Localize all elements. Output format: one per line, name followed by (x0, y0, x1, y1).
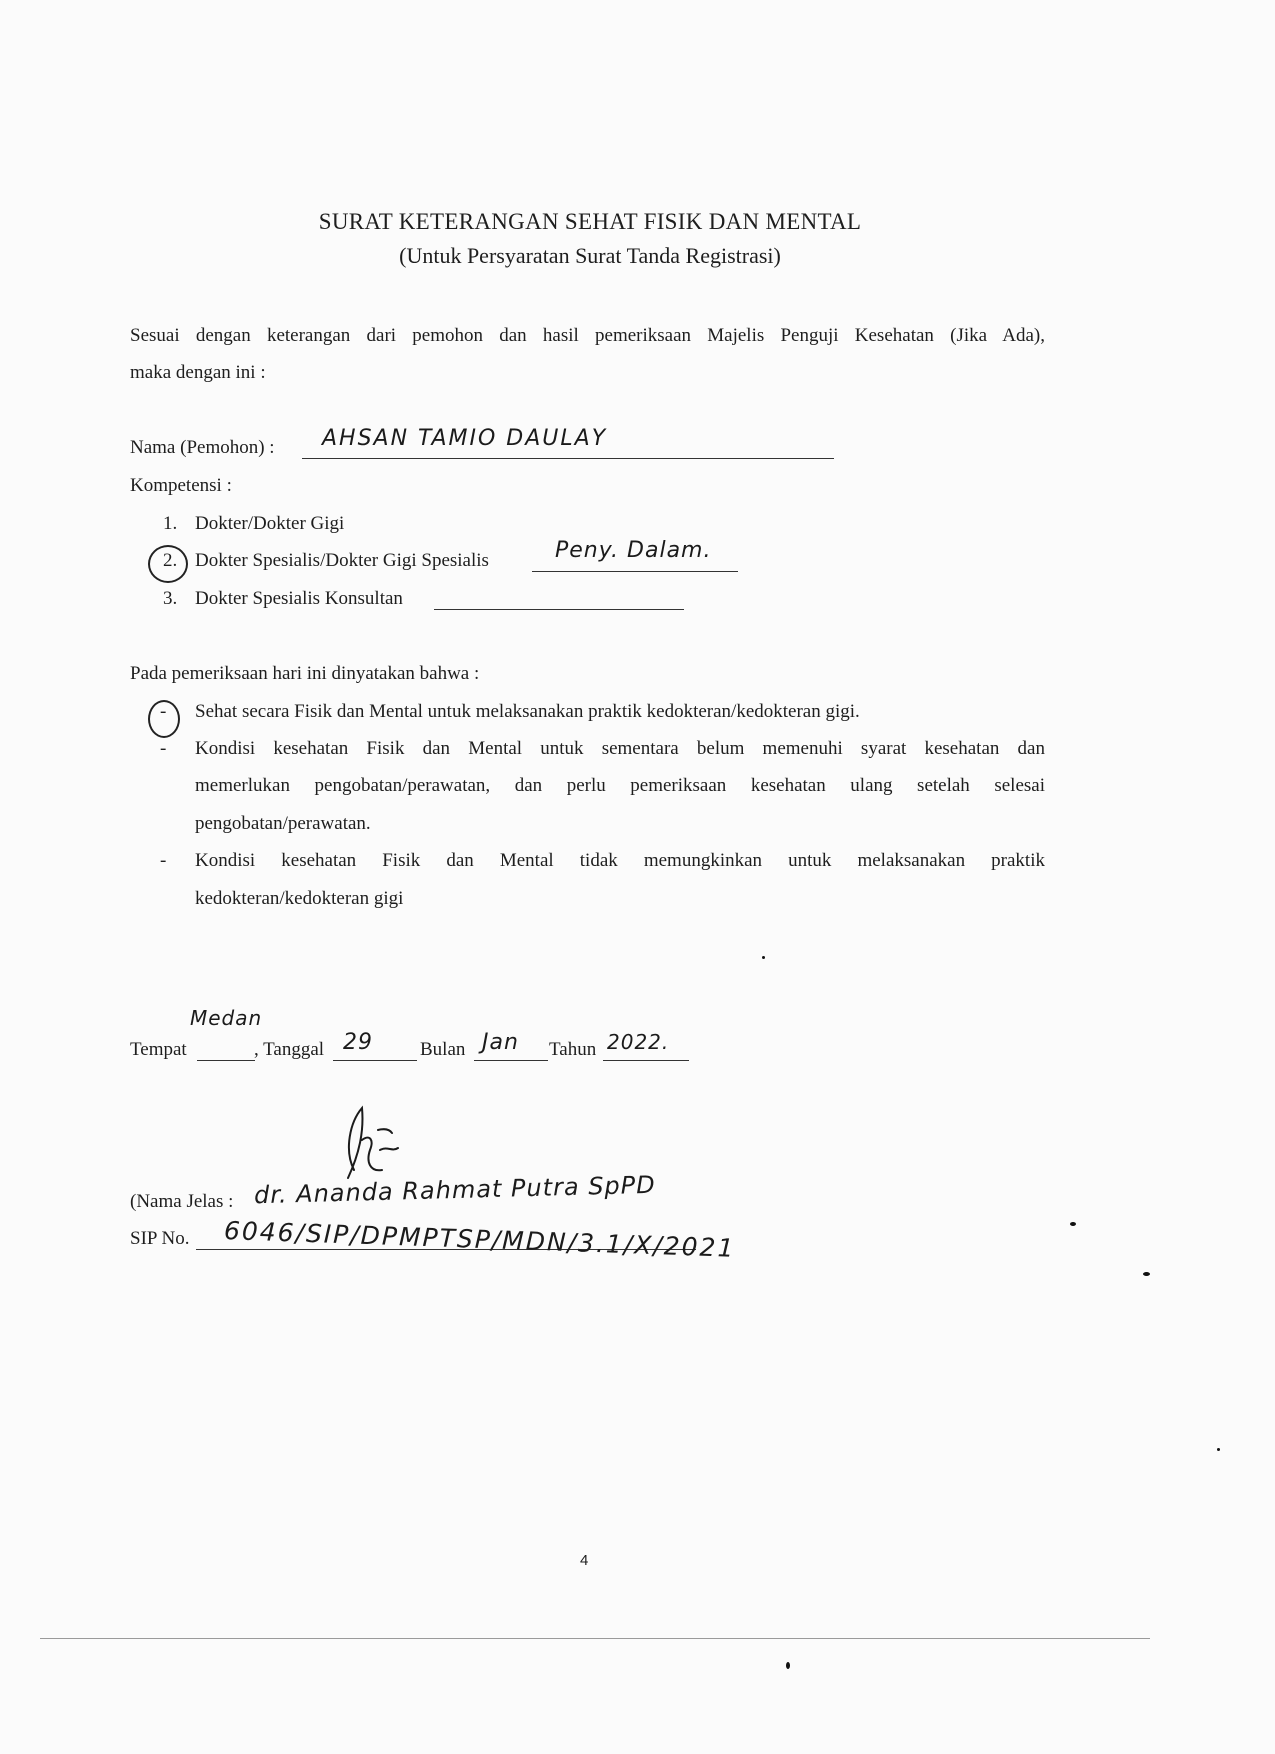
scan-speck (1070, 1222, 1076, 1226)
place-handwritten: Medan (190, 1006, 263, 1030)
competence-label: Kompetensi : (130, 475, 232, 496)
applicant-name-label: Nama (Pemohon) : (130, 437, 275, 458)
place-line (197, 1040, 255, 1061)
option-1-label: Dokter/Dokter Gigi (195, 513, 345, 534)
option-2-number: 2. (163, 550, 178, 571)
scan-speck (786, 1662, 790, 1669)
year-label: Tahun (549, 1039, 597, 1060)
item-3-line-2: kedokteran/kedokteran gigi (195, 888, 404, 909)
item-1-text: Sehat secara Fisik dan Mental untuk melaksanakan praktik kedokteran/kedokteran gigi. (195, 701, 860, 722)
intro-line-1: Sesuai dengan keterangan dari pemohon dan hasil pemeriksaan Majelis Penguji Kesehatan (Jika Ada), (130, 325, 1045, 346)
item-1-bullet: - (160, 701, 167, 722)
footer-rule (40, 1638, 1150, 1639)
option-3-label: Dokter Spesialis Konsultan (195, 588, 403, 609)
page-number: 4 (580, 1552, 589, 1569)
option-3-number: 3. (163, 588, 178, 609)
option-2-label: Dokter Spesialis/Dokter Gigi Spesialis (195, 550, 489, 571)
document-title: SURAT KETERANGAN SEHAT FISIK DAN MENTAL (318, 209, 862, 234)
item-2-line-3: pengobatan/perawatan. (195, 813, 371, 834)
item-2-line-2: memerlukan pengobatan/perawatan, dan perlu pemeriksaan kesehatan ulang setelah selesai (195, 775, 1045, 796)
option-2-selected-circle (148, 545, 188, 583)
place-label: Tempat (130, 1039, 187, 1060)
applicant-name-handwritten: AHSAN TAMIO DAULAY (322, 426, 608, 451)
option-3-line (434, 589, 684, 610)
signer-name-handwritten: dr. Ananda Rahmat Putra SpPD (253, 1170, 657, 1210)
month-handwritten: Jan (482, 1030, 519, 1055)
item-3-bullet: - (160, 850, 167, 871)
option-2-handwritten: Peny. Dalam. (555, 538, 712, 563)
item-2-line-1: Kondisi kesehatan Fisik dan Mental untuk sementara belum memenuhi syarat kesehatan dan (195, 738, 1045, 759)
month-label: Bulan (420, 1039, 466, 1060)
item-2-bullet: - (160, 738, 167, 759)
scan-speck (1217, 1448, 1220, 1451)
year-handwritten: 2022. (607, 1030, 670, 1054)
signer-name-label: (Nama Jelas : (130, 1191, 234, 1212)
scan-speck (1143, 1272, 1150, 1276)
scan-speck (762, 956, 765, 959)
sip-handwritten: 6046/SIP/DPMPTSP/MDN/3.1/X/2021 (223, 1216, 736, 1263)
option-1-number: 1. (163, 513, 178, 534)
examination-intro: Pada pemeriksaan hari ini dinyatakan bahwa : (130, 663, 480, 684)
document-subtitle: (Untuk Persyaratan Surat Tanda Registrasi) (399, 243, 781, 268)
day-label: , Tanggal (254, 1039, 325, 1060)
day-handwritten: 29 (343, 1030, 373, 1055)
item-3-line-1: Kondisi kesehatan Fisik dan Mental tidak memungkinkan untuk melaksanakan praktik (195, 850, 1045, 871)
intro-line-2: maka dengan ini : (130, 362, 266, 383)
sip-label: SIP No. (130, 1228, 190, 1249)
